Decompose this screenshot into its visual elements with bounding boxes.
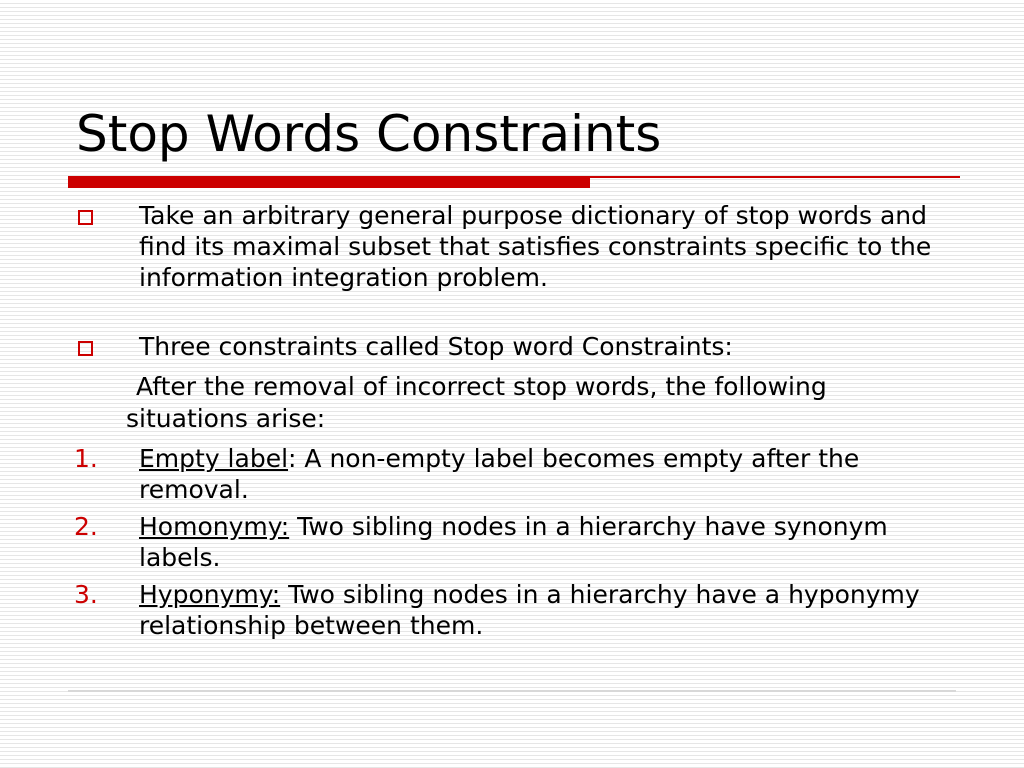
footer-divider (68, 690, 956, 692)
bullet-text: Three constraints called Stop word Constraints: (139, 332, 733, 361)
list-number: 3. (74, 580, 98, 609)
hollow-square-icon (78, 210, 93, 225)
hollow-square-icon (78, 341, 93, 356)
bullet-text: Take an arbitrary general purpose dictionary of stop words and find its maximal subset that satisfies constraints specific to the information integration problem. (139, 201, 932, 292)
term-description: Two sibling nodes in a hierarchy have synonym labels. (139, 512, 888, 572)
numbered-text (139, 443, 939, 505)
term-label: Empty label (139, 444, 289, 473)
term-label: Hyponymy: (139, 580, 281, 609)
slide-title: Stop Words Constraints (76, 105, 662, 163)
term-label: Homonymy: (139, 512, 290, 541)
term-description: Two sibling nodes in a hierarchy have a hyponymy relationship between them. (139, 580, 920, 640)
list-number: 1. (74, 444, 98, 473)
numbered-text (139, 511, 939, 573)
term-description: : A non-empty label becomes empty after the removal. (139, 444, 860, 504)
numbered-text (139, 579, 939, 641)
list-number: 2. (74, 512, 98, 541)
intro-text: After the removal of incorrect stop words, the following situations arise: (126, 372, 827, 433)
